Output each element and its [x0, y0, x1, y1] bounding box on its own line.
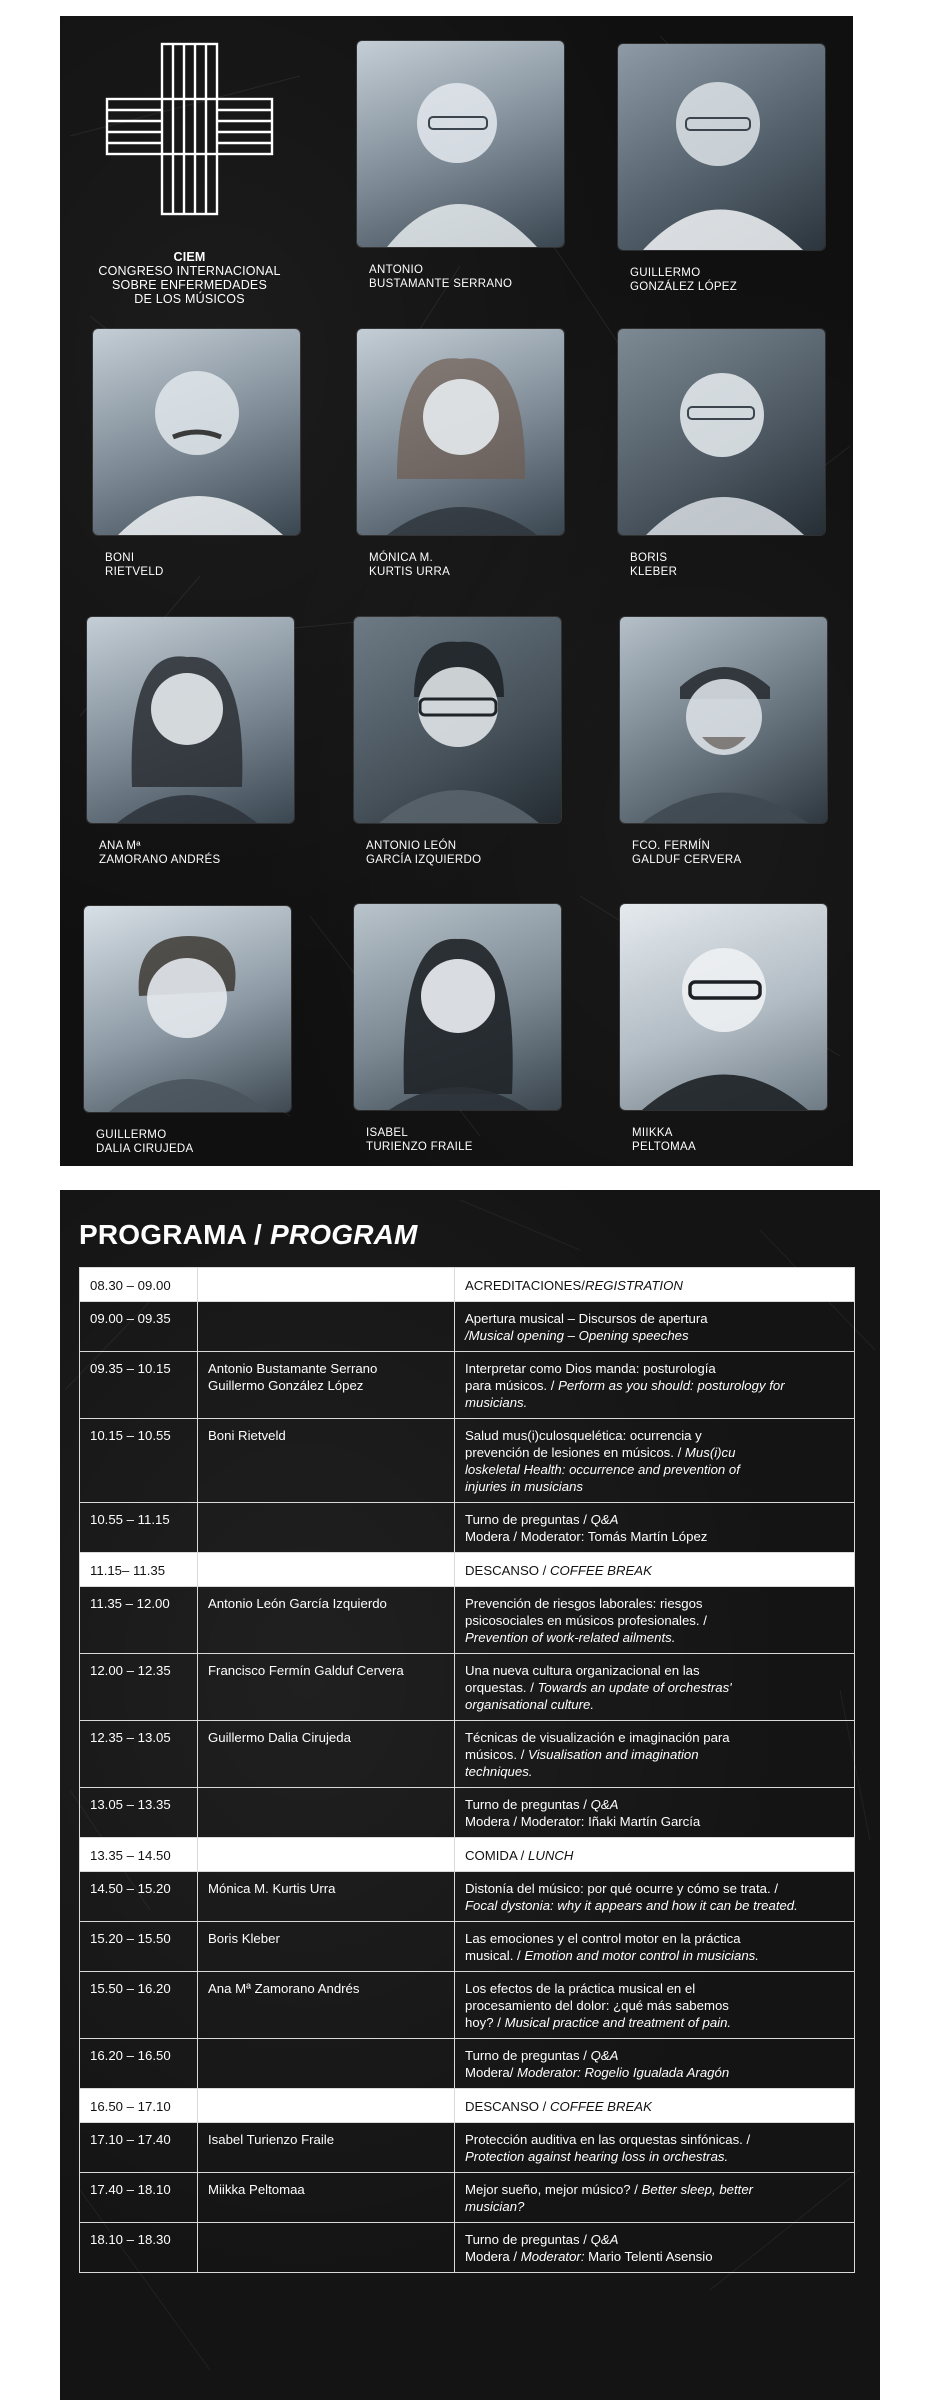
speaker-card	[620, 617, 830, 887]
session-speaker	[198, 2123, 455, 2173]
session-speaker	[198, 1587, 455, 1654]
session-time: 15.20 – 15.50	[80, 1922, 198, 1972]
speaker-card	[618, 329, 828, 599]
speaker-photo	[620, 904, 827, 1110]
session-row	[80, 1302, 855, 1352]
topic-text: Los efectos de la práctica musical en el	[465, 1981, 696, 1996]
session-speaker	[198, 2089, 455, 2123]
topic-text: musician?	[465, 2199, 525, 2214]
topic-text: Apertura musical – Discursos de apertura	[465, 1311, 708, 1326]
speaker-card	[357, 329, 567, 599]
speaker-name-line: Guillermo González López	[208, 1378, 364, 1393]
topic-text: Modera /	[465, 2249, 521, 2264]
topic-text: techniques.	[465, 1764, 533, 1779]
session-topic	[455, 1302, 855, 1352]
speaker-photo	[618, 329, 825, 535]
session-time: 09.35 – 10.15	[80, 1352, 198, 1419]
session-time: 15.50 – 16.20	[80, 1972, 198, 2039]
topic-text: Visualisation and imagination	[528, 1747, 699, 1762]
session-speaker	[198, 1872, 455, 1922]
speaker-photo	[354, 617, 561, 823]
session-topic	[455, 2089, 855, 2123]
speaker-name-line: Guillermo Dalia Cirujeda	[208, 1730, 351, 1745]
congress-title	[80, 250, 299, 306]
program-table	[79, 1267, 855, 2273]
session-topic	[455, 1553, 855, 1587]
topic-text: Turno de preguntas /	[465, 1797, 591, 1812]
session-row	[80, 1972, 855, 2039]
speaker-card	[354, 617, 564, 887]
topic-text: Q&A	[590, 1512, 619, 1527]
session-speaker	[198, 2039, 455, 2089]
speaker-card	[620, 904, 830, 1166]
speaker-name-line: Boni Rietveld	[208, 1428, 286, 1443]
speaker-card	[84, 906, 294, 1166]
session-time: 18.10 – 18.30	[80, 2223, 198, 2273]
session-topic	[455, 2123, 855, 2173]
session-time: 12.35 – 13.05	[80, 1721, 198, 1788]
session-row	[80, 1503, 855, 1553]
session-topic	[455, 1721, 855, 1788]
session-speaker	[198, 1922, 455, 1972]
session-speaker	[198, 2223, 455, 2273]
break-row	[80, 1268, 855, 1302]
session-row	[80, 2173, 855, 2223]
session-topic	[455, 2223, 855, 2273]
speaker-name-line: Antonio León García Izquierdo	[208, 1596, 387, 1611]
session-topic	[455, 1654, 855, 1721]
topic-text: orquestas. /	[465, 1680, 538, 1695]
session-row	[80, 1922, 855, 1972]
program-table-body	[80, 1268, 855, 2273]
session-row	[80, 1352, 855, 1419]
speaker-photo	[354, 904, 561, 1110]
topic-text: musicians.	[465, 1395, 528, 1410]
session-row	[80, 2039, 855, 2089]
session-time: 13.35 – 14.50	[80, 1838, 198, 1872]
topic-text: Towards an update of orchestras'	[537, 1680, 732, 1695]
ciem-cross-logo	[104, 41, 275, 216]
session-topic	[455, 2173, 855, 2223]
speaker-name: GUILLERMO DALIA CIRUJEDA	[96, 1129, 194, 1155]
session-speaker	[198, 1419, 455, 1503]
speaker-name-line: Mónica M. Kurtis Urra	[208, 1881, 336, 1896]
topic-text: Una nueva cultura organizacional en las	[465, 1663, 700, 1678]
topic-text: prevención de lesiones en músicos. /	[465, 1445, 685, 1460]
session-time: 17.10 – 17.40	[80, 2123, 198, 2173]
topic-text: Better sleep, better	[641, 2182, 754, 2197]
topic-text: para músicos. /	[465, 1378, 559, 1393]
topic-text: DESCANSO /	[465, 2099, 551, 2114]
topic-text: Turno de preguntas /	[465, 2232, 591, 2247]
speaker-card	[354, 904, 564, 1166]
speaker-card	[87, 617, 297, 887]
speaker-name: GUILLERMO GONZÁLEZ LÓPEZ	[630, 267, 738, 293]
topic-text: Prevención de riesgos laborales: riesgos	[465, 1596, 703, 1611]
topic-text: COMIDA /	[465, 1848, 529, 1863]
speaker-name-line: Ana Mª Zamorano Andrés	[208, 1981, 360, 1996]
session-topic	[455, 1838, 855, 1872]
topic-text: LUNCH	[528, 1848, 574, 1863]
speaker-photo	[84, 906, 291, 1112]
topic-text: Q&A	[590, 1797, 619, 1812]
topic-text: procesamiento del dolor: ¿qué más sabemos	[465, 1998, 729, 2013]
session-speaker	[198, 1553, 455, 1587]
session-speaker	[198, 1972, 455, 2039]
speaker-name-line: Isabel Turienzo Fraile	[208, 2132, 335, 2147]
topic-text: psicosociales en músicos profesionales. /	[465, 1613, 707, 1628]
topic-text: Modera / Moderator: Iñaki Martín García	[465, 1814, 701, 1829]
speaker-name-line: Antonio Bustamante Serrano	[208, 1361, 378, 1376]
topic-text: Prevention of work-related ailments.	[465, 1630, 676, 1645]
session-speaker	[198, 1721, 455, 1788]
session-speaker	[198, 1302, 455, 1352]
session-topic	[455, 1872, 855, 1922]
program-section	[60, 1190, 880, 2400]
topic-text: Distonía del músico: por qué ocurre y cómo se trata. /	[465, 1881, 778, 1896]
topic-text: injuries in musicians	[465, 1479, 583, 1494]
speaker-photo	[87, 617, 294, 823]
topic-text: Protection against hearing loss in orchestras.	[465, 2149, 729, 2164]
session-time: 11.35 – 12.00	[80, 1587, 198, 1654]
topic-text: Musical practice and treatment of pain.	[504, 2015, 732, 2030]
session-topic	[455, 1419, 855, 1503]
topic-text: /Musical opening – Opening speeches	[465, 1328, 689, 1343]
topic-text: Moderator: Rogelio Igualada Aragón	[517, 2065, 730, 2080]
session-speaker	[198, 1788, 455, 1838]
topic-text: Modera / Moderator: Tomás Martín López	[465, 1529, 708, 1544]
topic-text: musical. /	[465, 1948, 525, 1963]
topic-text: Salud mus(i)culosquelética: ocurrencia y	[465, 1428, 702, 1443]
topic-text: DESCANSO /	[465, 1563, 551, 1578]
topic-text: Turno de preguntas /	[465, 1512, 591, 1527]
topic-text: organisational culture.	[465, 1697, 595, 1712]
topic-text: Focal dystonia: why it appears and how it can be treated.	[465, 1898, 798, 1913]
topic-text: Q&A	[590, 2048, 619, 2063]
session-time: 11.15– 11.35	[80, 1553, 198, 1587]
topic-text: COFFEE BREAK	[550, 1563, 652, 1578]
topic-text: Turno de preguntas /	[465, 2048, 591, 2063]
congress-line-1: CONGRESO INTERNACIONAL	[98, 264, 281, 278]
topic-text: Modera/	[465, 2065, 518, 2080]
speaker-name: ANTONIO LEÓN GARCÍA IZQUIERDO	[366, 840, 482, 866]
congress-line-2: SOBRE ENFERMEDADES	[111, 278, 268, 292]
session-time: 16.20 – 16.50	[80, 2039, 198, 2089]
session-speaker	[198, 2173, 455, 2223]
session-speaker	[198, 1654, 455, 1721]
session-time: 17.40 – 18.10	[80, 2173, 198, 2223]
program-title: PROGRAMA / PROGRAM	[79, 1219, 418, 1250]
speaker-name: BONI RIETVELD	[105, 552, 164, 578]
speaker-name: ISABEL TURIENZO FRAILE	[366, 1127, 473, 1153]
session-topic	[455, 1788, 855, 1838]
session-topic	[455, 2039, 855, 2089]
speaker-name: FCO. FERMÍN GALDUF CERVERA	[632, 840, 742, 866]
topic-text: hoy? /	[465, 2015, 505, 2030]
speaker-card	[618, 44, 828, 314]
speaker-name: BORIS KLEBER	[630, 552, 678, 578]
session-speaker	[198, 1838, 455, 1872]
session-topic	[455, 1972, 855, 2039]
topic-text: Emotion and motor control in musicians.	[524, 1948, 759, 1963]
speaker-card	[357, 41, 567, 311]
session-row	[80, 2223, 855, 2273]
session-topic	[455, 1352, 855, 1419]
speaker-name: ANTONIO BUSTAMANTE SERRANO	[369, 264, 513, 290]
session-time: 13.05 – 13.35	[80, 1788, 198, 1838]
session-time: 10.55 – 11.15	[80, 1503, 198, 1553]
speaker-name: ANA Mª ZAMORANO ANDRÉS	[99, 840, 221, 866]
session-topic	[455, 1587, 855, 1654]
session-time: 16.50 – 17.10	[80, 2089, 198, 2123]
session-time: 10.15 – 10.55	[80, 1419, 198, 1503]
session-row	[80, 1788, 855, 1838]
session-speaker	[198, 1268, 455, 1302]
speaker-name-line: Miikka Peltomaa	[208, 2182, 305, 2197]
speaker-name-line: Boris Kleber	[208, 1931, 280, 1946]
topic-text: loskeletal Health: occurrence and prevention of	[465, 1462, 740, 1477]
speaker-photo	[618, 44, 825, 250]
session-speaker	[198, 1503, 455, 1553]
speaker-name: MÓNICA M. KURTIS URRA	[369, 552, 451, 578]
congress-abbr: CIEM	[173, 250, 206, 264]
topic-text: ACREDITACIONES/	[465, 1278, 585, 1293]
speaker-name-line: Francisco Fermín Galduf Cervera	[208, 1663, 404, 1678]
session-time: 14.50 – 15.20	[80, 1872, 198, 1922]
speaker-photo	[357, 329, 564, 535]
topic-text: Mejor sueño, mejor músico? /	[465, 2182, 642, 2197]
congress-line-3: DE LOS MÚSICOS	[134, 292, 245, 306]
topic-text: Las emociones y el control motor en la práctica	[465, 1931, 741, 1946]
topic-text: Mario Telenti Asensio	[588, 2249, 713, 2264]
session-time: 12.00 – 12.35	[80, 1654, 198, 1721]
session-row	[80, 1587, 855, 1654]
topic-text: COFFEE BREAK	[550, 2099, 652, 2114]
session-row	[80, 1872, 855, 1922]
topic-text: Técnicas de visualización e imaginación para	[465, 1730, 730, 1745]
session-topic	[455, 1503, 855, 1553]
break-row	[80, 1838, 855, 1872]
topic-text: REGISTRATION	[584, 1278, 683, 1293]
session-row	[80, 1721, 855, 1788]
speaker-card	[93, 329, 303, 599]
topic-text: Interpretar como Dios manda: posturología	[465, 1361, 716, 1376]
speakers-poster	[60, 16, 853, 1166]
break-row	[80, 2089, 855, 2123]
topic-text: Mus(i)cu	[684, 1445, 736, 1460]
speaker-photo	[357, 41, 564, 247]
topic-text: Q&A	[590, 2232, 619, 2247]
speaker-photo	[620, 617, 827, 823]
session-time: 09.00 – 09.35	[80, 1302, 198, 1352]
speaker-photo	[93, 329, 300, 535]
session-row	[80, 2123, 855, 2173]
session-row	[80, 1419, 855, 1503]
session-speaker	[198, 1352, 455, 1419]
session-row	[80, 1654, 855, 1721]
speaker-name: MIIKKA PELTOMAA	[632, 1127, 696, 1153]
topic-text: Protección auditiva en las orquestas sinfónicas. /	[465, 2132, 751, 2147]
break-row	[80, 1553, 855, 1587]
session-time: 08.30 – 09.00	[80, 1268, 198, 1302]
topic-text: músicos. /	[465, 1747, 529, 1762]
session-topic	[455, 1268, 855, 1302]
topic-text: Perform as you should: posturology for	[558, 1378, 785, 1393]
topic-text: Moderator:	[520, 2249, 589, 2264]
session-topic	[455, 1922, 855, 1972]
